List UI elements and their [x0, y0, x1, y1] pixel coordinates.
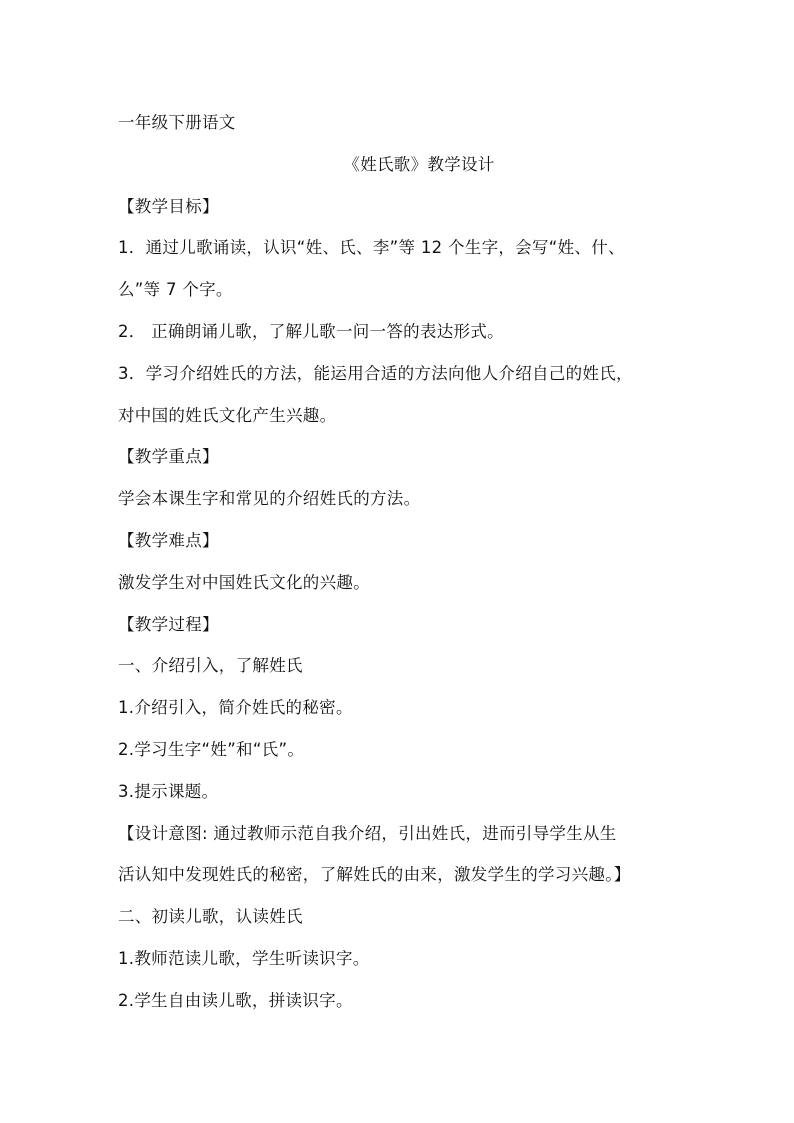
section-2-heading: 二、初读儿歌，认读姓氏 — [118, 907, 303, 927]
step-2-2: 2.学生自由读儿歌，拼读识字。 — [118, 990, 353, 1010]
difficulties-heading: 【教学难点】 — [118, 530, 219, 550]
objectives-heading: 【教学目标】 — [118, 196, 219, 216]
design-intent-line-2: 活认知中发现姓氏的秘密，了解姓氏的由来，激发学生的学习兴趣。】 — [118, 865, 631, 885]
key-points-text: 学会本课生字和常见的介绍姓氏的方法。 — [118, 489, 421, 509]
difficulties-text: 激发学生对中国姓氏文化的兴趣。 — [118, 572, 370, 592]
objective-1-line-2: 么”等 7 个字。 — [118, 280, 233, 300]
grade-line: 一年级下册语文 — [118, 113, 236, 132]
objective-3-line-1: 3．学习介绍姓氏的方法，能运用合适的方法向他人介绍自己的姓氏， — [118, 363, 633, 383]
section-1-heading: 一、介绍引入，了解姓氏 — [118, 656, 303, 676]
step-1-2: 2.学习生字“姓”和“氏”。 — [118, 739, 305, 759]
objective-3-line-2: 对中国的姓氏文化产生兴趣。 — [118, 405, 337, 425]
step-1-1: 1.介绍引入，简介姓氏的秘密。 — [118, 698, 353, 718]
objective-1-line-1: 1．通过儿歌诵读，认识“姓、氏、李”等 12 个生字，会写“姓、什、 — [118, 238, 625, 258]
key-points-heading: 【教学重点】 — [118, 447, 219, 467]
design-intent-line-1: 【设计意图: 通过教师示范自我介绍，引出姓氏，进而引导学生从生 — [118, 823, 617, 843]
objective-2: 2． 正确朗诵儿歌，了解儿歌一问一答的表达形式。 — [118, 321, 504, 341]
document-body — [118, 102, 698, 1022]
process-heading: 【教学过程】 — [118, 614, 219, 634]
step-1-3: 3.提示课题。 — [118, 781, 219, 801]
document-title: 《姓氏歌》教学设计 — [343, 154, 495, 174]
step-2-1: 1.教师范读儿歌，学生听读识字。 — [118, 948, 370, 968]
